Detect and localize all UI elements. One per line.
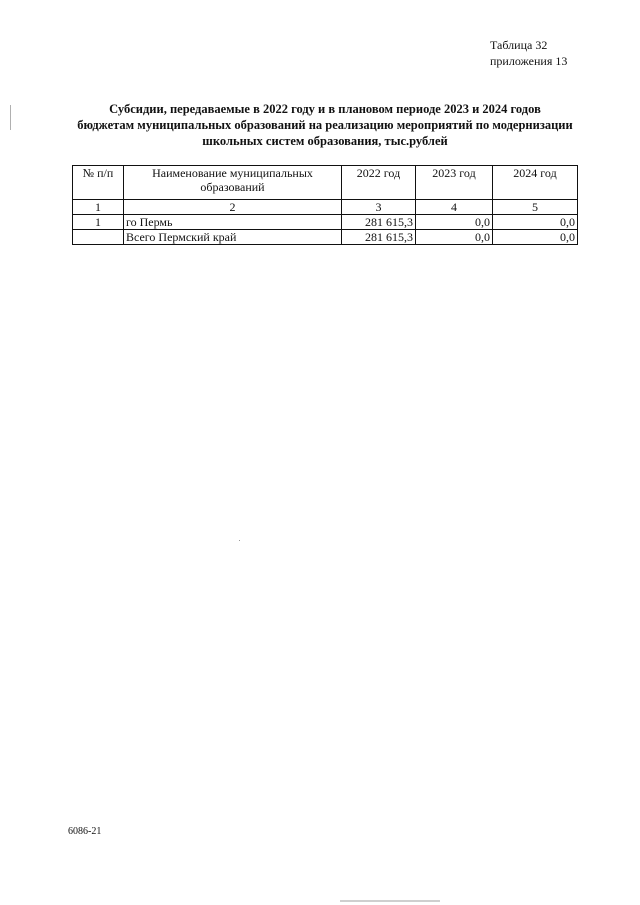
row-name: го Пермь <box>124 215 342 230</box>
column-number: 5 <box>493 200 578 215</box>
header-name: Наименование муниципальных образований <box>124 166 342 200</box>
subsidy-table <box>72 165 578 245</box>
table-reference-line2: приложения 13 <box>490 54 568 68</box>
scan-edge-mark <box>10 105 11 130</box>
document-title <box>60 101 590 149</box>
title-line-2: бюджетам муниципальных образований на реализацию мероприятий по модернизации <box>77 118 573 132</box>
row-2024: 0,0 <box>493 215 578 230</box>
title-line-1: Субсидии, передаваемые в 2022 году и в плановом периоде 2023 и 2024 годов <box>109 102 541 116</box>
row-2022: 281 615,3 <box>342 215 416 230</box>
title-line-3: школьных систем образования, тыс.рублей <box>202 134 448 148</box>
column-number: 3 <box>342 200 416 215</box>
table-reference-line1: Таблица 32 <box>490 38 548 52</box>
header-2023: 2023 год <box>416 166 493 200</box>
column-number: 4 <box>416 200 493 215</box>
table-reference <box>490 37 567 69</box>
row-2023: 0,0 <box>416 215 493 230</box>
column-number: 1 <box>73 200 124 215</box>
header-2024: 2024 год <box>493 166 578 200</box>
row-2023: 0,0 <box>416 230 493 245</box>
scan-smudge <box>340 900 440 902</box>
row-num: 1 <box>73 215 124 230</box>
table-header-row <box>73 166 578 200</box>
footer-code: 6086-21 <box>68 826 102 837</box>
row-name: Всего Пермский край <box>124 230 342 245</box>
row-2024: 0,0 <box>493 230 578 245</box>
scan-speck <box>239 540 240 541</box>
row-num <box>73 230 124 245</box>
header-num: № п/п <box>73 166 124 200</box>
row-2022: 281 615,3 <box>342 230 416 245</box>
table-row <box>73 215 578 230</box>
table-total-row <box>73 230 578 245</box>
column-number-row <box>73 200 578 215</box>
column-number: 2 <box>124 200 342 215</box>
header-2022: 2022 год <box>342 166 416 200</box>
